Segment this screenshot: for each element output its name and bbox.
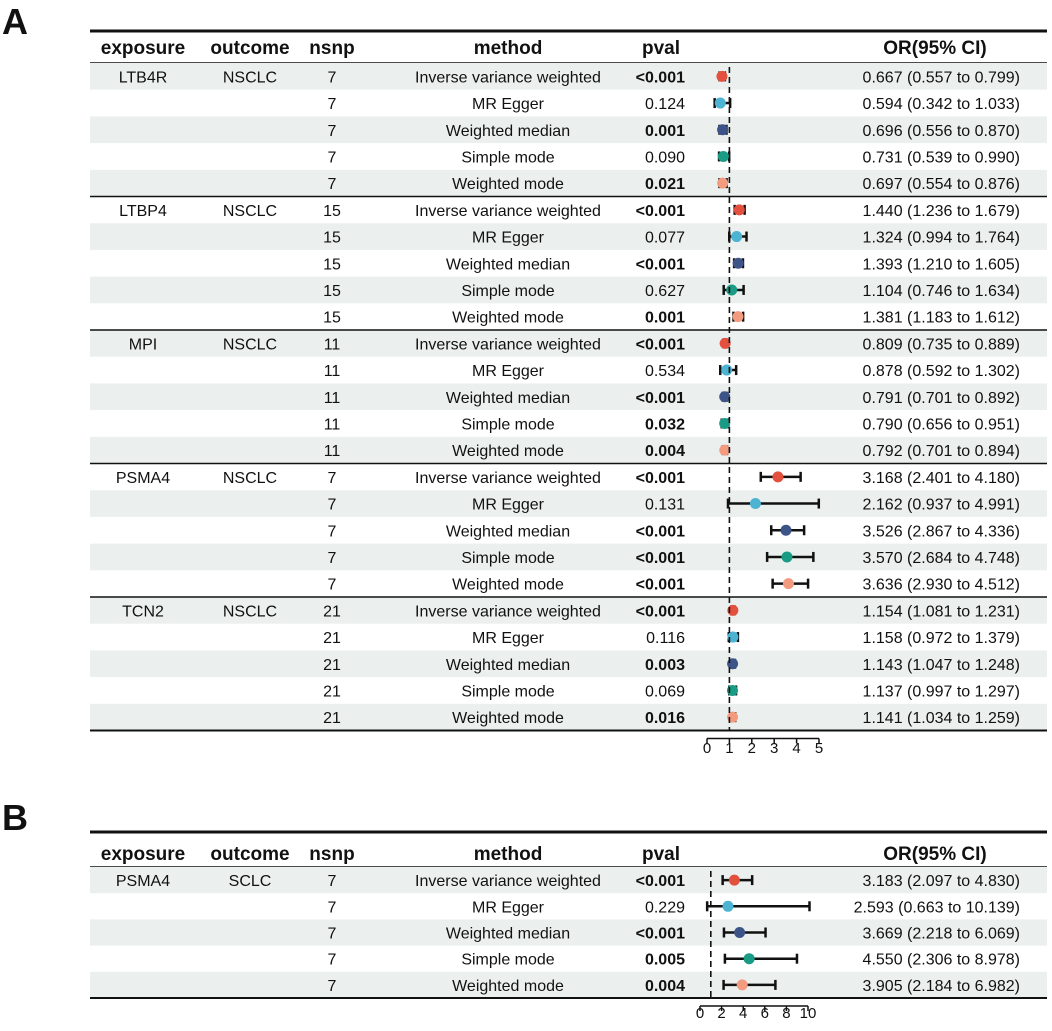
cell-pval: <0.001 xyxy=(635,873,685,891)
cell-method: Weighted median xyxy=(445,523,571,541)
or-point xyxy=(733,258,744,269)
cell-exposure: PSMA4 xyxy=(115,873,171,891)
cell-method: Weighted median xyxy=(445,122,571,140)
cell-method: Simple mode xyxy=(461,683,555,701)
cell-nsnp: 7 xyxy=(327,925,337,943)
cell-pval: 0.131 xyxy=(644,496,685,514)
cell-or-ci: 1.158 (0.972 to 1.379) xyxy=(862,630,1020,648)
cell-nsnp: 7 xyxy=(327,523,337,541)
or-point xyxy=(719,391,730,402)
or-point xyxy=(780,525,791,536)
or-point xyxy=(718,151,729,162)
header-nsnp: nsnp xyxy=(309,38,355,59)
cell-pval: <0.001 xyxy=(635,336,685,354)
cell-pval: 0.627 xyxy=(644,282,685,300)
cell-nsnp: 7 xyxy=(327,951,337,969)
cell-pval: <0.001 xyxy=(635,549,685,567)
cell-method: Weighted mode xyxy=(452,443,564,461)
cell-outcome: NSCLC xyxy=(222,69,278,87)
cell-nsnp: 11 xyxy=(323,389,341,407)
header-exposure: exposure xyxy=(100,844,186,865)
header-pval: pval xyxy=(641,38,681,59)
or-point xyxy=(717,178,728,189)
cell-or-ci: 3.183 (2.097 to 4.830) xyxy=(862,873,1020,891)
cell-or-ci: 3.526 (2.867 to 4.336) xyxy=(862,523,1020,541)
cell-nsnp: 11 xyxy=(323,416,341,434)
cell-exposure: PSMA4 xyxy=(115,469,171,487)
cell-method: Weighted mode xyxy=(452,576,564,594)
cell-nsnp: 7 xyxy=(327,549,337,567)
cell-outcome: NSCLC xyxy=(222,469,278,487)
or-point xyxy=(715,98,726,109)
cell-method: Weighted median xyxy=(445,656,571,674)
cell-pval: 0.534 xyxy=(644,363,685,381)
x-axis-tick-label: 8 xyxy=(782,1005,791,1022)
cell-pval: 0.077 xyxy=(644,229,685,247)
or-point xyxy=(737,979,748,990)
cell-method: MR Egger xyxy=(471,363,545,381)
cell-nsnp: 7 xyxy=(327,96,337,114)
cell-or-ci: 0.696 (0.556 to 0.870) xyxy=(862,122,1020,140)
header-or-ci: OR(95% CI) xyxy=(883,844,987,865)
cell-pval: 0.124 xyxy=(644,96,685,114)
cell-pval: 0.032 xyxy=(644,416,685,434)
cell-nsnp: 15 xyxy=(323,256,341,274)
header-method: method xyxy=(473,38,543,59)
x-axis-tick-label: 2 xyxy=(747,740,756,757)
cell-pval: <0.001 xyxy=(635,576,685,594)
cell-method: Weighted median xyxy=(445,256,571,274)
cell-pval: <0.001 xyxy=(635,202,685,220)
cell-or-ci: 1.393 (1.210 to 1.605) xyxy=(862,256,1020,274)
cell-pval: 0.090 xyxy=(644,149,685,167)
cell-pval: 0.001 xyxy=(644,309,685,327)
cell-or-ci: 0.697 (0.554 to 0.876) xyxy=(862,176,1020,194)
or-point xyxy=(734,927,745,938)
header-outcome: outcome xyxy=(210,844,290,865)
cell-pval: 0.001 xyxy=(644,122,685,140)
x-axis-tick-label: 4 xyxy=(739,1005,748,1022)
cell-exposure: LTB4R xyxy=(118,69,168,87)
cell-nsnp: 21 xyxy=(323,603,341,621)
cell-or-ci: 1.324 (0.994 to 1.764) xyxy=(862,229,1020,247)
cell-or-ci: 1.154 (1.081 to 1.231) xyxy=(862,603,1020,621)
cell-pval: <0.001 xyxy=(635,603,685,621)
cell-outcome: SCLC xyxy=(228,873,272,891)
cell-method: Weighted mode xyxy=(452,176,564,194)
panel-label: B xyxy=(2,797,28,838)
or-point xyxy=(781,551,792,562)
cell-nsnp: 15 xyxy=(323,229,341,247)
cell-nsnp: 7 xyxy=(327,69,337,87)
or-point xyxy=(721,365,732,376)
cell-or-ci: 4.550 (2.306 to 8.978) xyxy=(862,951,1020,969)
cell-nsnp: 11 xyxy=(323,443,341,461)
or-point xyxy=(734,204,745,215)
cell-pval: 0.005 xyxy=(644,951,685,969)
or-point xyxy=(729,875,740,886)
cell-pval: <0.001 xyxy=(635,469,685,487)
cell-or-ci: 3.570 (2.684 to 4.748) xyxy=(862,549,1020,567)
cell-or-ci: 3.168 (2.401 to 4.180) xyxy=(862,469,1020,487)
cell-nsnp: 21 xyxy=(323,656,341,674)
cell-or-ci: 2.162 (0.937 to 4.991) xyxy=(862,496,1020,514)
or-point xyxy=(723,901,734,912)
or-point xyxy=(716,71,727,82)
cell-nsnp: 21 xyxy=(323,710,341,728)
or-point xyxy=(772,471,783,482)
or-point xyxy=(717,124,728,135)
cell-method: MR Egger xyxy=(471,496,545,514)
x-axis-tick-label: 3 xyxy=(770,740,779,757)
cell-nsnp: 21 xyxy=(323,630,341,648)
cell-or-ci: 2.593 (0.663 to 10.139) xyxy=(853,899,1020,917)
cell-method: Simple mode xyxy=(461,951,555,969)
cell-method: Simple mode xyxy=(461,149,555,167)
cell-method: MR Egger xyxy=(471,96,545,114)
or-point xyxy=(719,418,730,429)
cell-nsnp: 15 xyxy=(323,202,341,220)
cell-method: MR Egger xyxy=(471,899,545,917)
cell-outcome: NSCLC xyxy=(222,603,278,621)
cell-nsnp: 7 xyxy=(327,122,337,140)
cell-pval: <0.001 xyxy=(635,925,685,943)
cell-method: Simple mode xyxy=(461,549,555,567)
cell-or-ci: 0.792 (0.701 to 0.894) xyxy=(862,443,1020,461)
or-point xyxy=(726,284,737,295)
header-or-ci: OR(95% CI) xyxy=(883,38,987,59)
cell-outcome: NSCLC xyxy=(222,202,278,220)
cell-method: Weighted median xyxy=(445,925,571,943)
x-axis-tick-label: 2 xyxy=(717,1005,726,1022)
x-axis-tick-label: 6 xyxy=(760,1005,769,1022)
panel-label: A xyxy=(2,1,28,42)
header-pval: pval xyxy=(641,844,681,865)
cell-nsnp: 15 xyxy=(323,309,341,327)
cell-or-ci: 0.790 (0.656 to 0.951) xyxy=(862,416,1020,434)
x-axis-tick-label: 0 xyxy=(702,740,712,757)
cell-outcome: NSCLC xyxy=(222,336,278,354)
cell-or-ci: 1.137 (0.997 to 1.297) xyxy=(862,683,1020,701)
cell-or-ci: 1.104 (0.746 to 1.634) xyxy=(862,282,1020,300)
cell-pval: 0.004 xyxy=(644,977,685,995)
x-axis-tick-label: 1 xyxy=(725,740,734,757)
x-axis-tick-label: 4 xyxy=(792,740,801,757)
or-point xyxy=(719,445,730,456)
or-point xyxy=(732,311,743,322)
header-exposure: exposure xyxy=(100,38,186,59)
cell-or-ci: 1.381 (1.183 to 1.612) xyxy=(862,309,1020,327)
cell-method: Inverse variance weighted xyxy=(415,873,601,891)
x-axis-tick-label: 0 xyxy=(695,1005,705,1022)
x-axis-tick-label: 10 xyxy=(799,1005,817,1022)
cell-nsnp: 7 xyxy=(327,873,337,891)
cell-nsnp: 7 xyxy=(327,469,337,487)
cell-nsnp: 7 xyxy=(327,576,337,594)
cell-nsnp: 11 xyxy=(323,363,341,381)
cell-method: MR Egger xyxy=(471,630,545,648)
cell-method: Inverse variance weighted xyxy=(415,469,601,487)
cell-method: Inverse variance weighted xyxy=(415,202,601,220)
cell-nsnp: 7 xyxy=(327,899,337,917)
cell-pval: <0.001 xyxy=(635,523,685,541)
cell-pval: <0.001 xyxy=(635,389,685,407)
cell-method: Inverse variance weighted xyxy=(415,603,601,621)
cell-exposure: TCN2 xyxy=(122,603,164,621)
header-nsnp: nsnp xyxy=(309,844,355,865)
cell-pval: 0.229 xyxy=(644,899,685,917)
cell-or-ci: 0.594 (0.342 to 1.033) xyxy=(862,96,1020,114)
cell-method: Simple mode xyxy=(461,416,555,434)
cell-method: Weighted mode xyxy=(452,309,564,327)
cell-pval: 0.116 xyxy=(646,630,685,648)
cell-pval: 0.004 xyxy=(644,443,685,461)
cell-or-ci: 0.878 (0.592 to 1.302) xyxy=(862,363,1020,381)
cell-pval: <0.001 xyxy=(635,69,685,87)
cell-pval: 0.069 xyxy=(644,683,685,701)
cell-nsnp: 21 xyxy=(323,683,341,701)
or-point xyxy=(750,498,761,509)
cell-method: Simple mode xyxy=(461,282,555,300)
cell-or-ci: 3.636 (2.930 to 4.512) xyxy=(862,576,1020,594)
or-point xyxy=(731,231,742,242)
cell-or-ci: 1.143 (1.047 to 1.248) xyxy=(862,656,1020,674)
cell-exposure: MPI xyxy=(128,336,158,354)
x-axis-tick-label: 5 xyxy=(814,740,824,757)
cell-pval: 0.016 xyxy=(644,710,685,728)
cell-or-ci: 0.809 (0.735 to 0.889) xyxy=(862,336,1020,354)
cell-or-ci: 1.440 (1.236 to 1.679) xyxy=(862,202,1020,220)
cell-pval: 0.003 xyxy=(644,656,685,674)
cell-method: Weighted median xyxy=(445,389,571,407)
cell-or-ci: 1.141 (1.034 to 1.259) xyxy=(862,710,1020,728)
cell-method: Weighted mode xyxy=(452,710,564,728)
or-point xyxy=(783,578,794,589)
header-outcome: outcome xyxy=(210,38,290,59)
cell-or-ci: 0.791 (0.701 to 0.892) xyxy=(862,389,1020,407)
cell-or-ci: 3.905 (2.184 to 6.982) xyxy=(862,977,1020,995)
cell-method: MR Egger xyxy=(471,229,545,247)
cell-pval: 0.021 xyxy=(644,176,685,194)
cell-or-ci: 0.731 (0.539 to 0.990) xyxy=(862,149,1020,167)
cell-nsnp: 7 xyxy=(327,496,337,514)
cell-method: Inverse variance weighted xyxy=(415,336,601,354)
cell-nsnp: 15 xyxy=(323,282,341,300)
cell-nsnp: 7 xyxy=(327,977,337,995)
cell-or-ci: 0.667 (0.557 to 0.799) xyxy=(862,69,1020,87)
cell-nsnp: 7 xyxy=(327,176,337,194)
cell-nsnp: 7 xyxy=(327,149,337,167)
header-method: method xyxy=(473,844,543,865)
cell-exposure: LTBP4 xyxy=(119,202,167,220)
cell-method: Weighted mode xyxy=(452,977,564,995)
cell-method: Inverse variance weighted xyxy=(415,69,601,87)
cell-or-ci: 3.669 (2.218 to 6.069) xyxy=(862,925,1020,943)
cell-pval: <0.001 xyxy=(635,256,685,274)
or-point xyxy=(744,953,755,964)
cell-nsnp: 11 xyxy=(323,336,341,354)
